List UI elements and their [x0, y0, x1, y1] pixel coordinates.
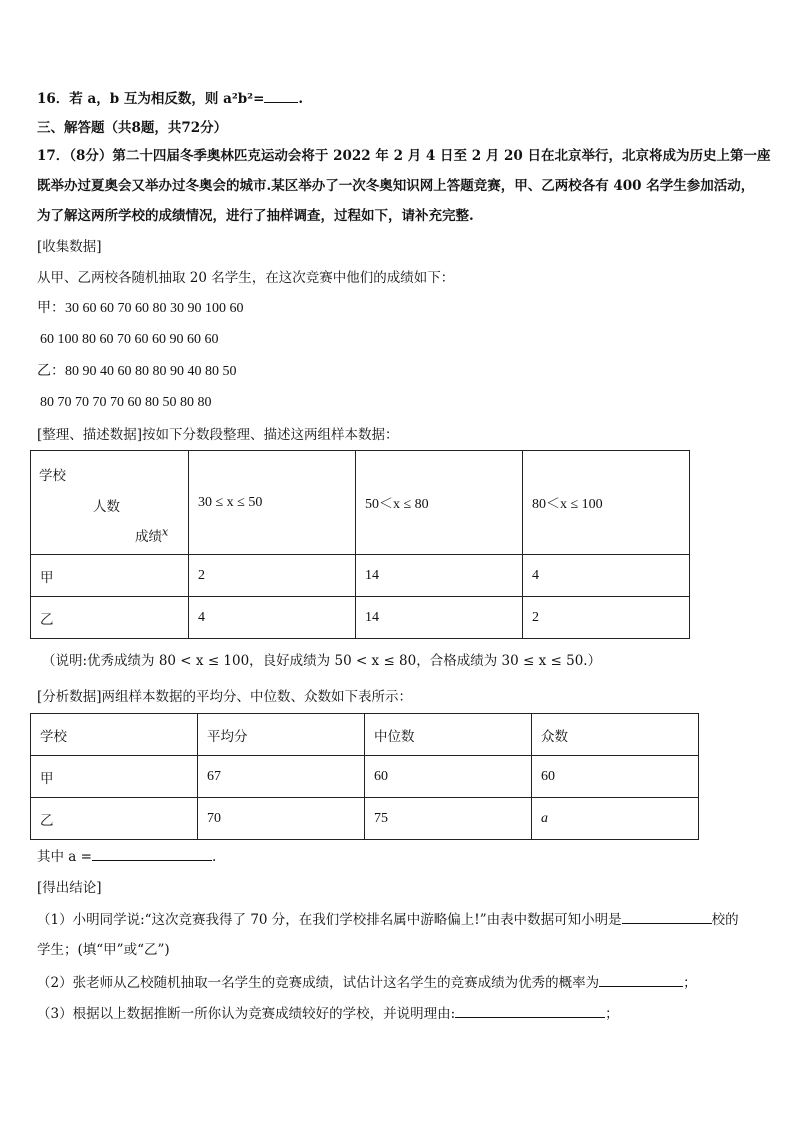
table-cell: 14 [356, 597, 523, 639]
row-school: 乙 [31, 597, 189, 639]
table-cell: 乙 [31, 798, 198, 840]
corner-cell [31, 451, 189, 555]
table-cell: 60 [365, 756, 532, 798]
question-16-tail: . [298, 91, 304, 107]
table-cell: 4 [189, 597, 356, 639]
corner-var: x [162, 525, 169, 539]
table-row [31, 798, 699, 840]
table-header-row [31, 451, 690, 555]
jia-scores-line-1: 甲：30 60 60 70 60 80 30 90 100 60 [37, 301, 244, 316]
answer-blank-c3[interactable] [455, 1003, 605, 1018]
table-cell: 67 [198, 756, 365, 798]
answer-blank-a[interactable] [92, 846, 212, 861]
conclusion-1-line-2: 学生；(填“甲”或“乙”) [37, 942, 170, 958]
conclusion-3-text: （3）根据以上数据推断一所你认为竞赛成绩较好的学校，并说明理由: [37, 1006, 456, 1022]
table-row [31, 756, 699, 798]
corner-score-text: 成绩 [135, 529, 162, 545]
header-cell: 中位数 [365, 714, 532, 756]
conclusion-2-text: （2）张老师从乙校随机抽取一名学生的竞赛成绩，试估计这名学生的竞赛成绩为优秀的概率为 [37, 975, 600, 991]
statistics-table [30, 713, 699, 840]
question-16-text: 16．若 a，b 互为相反数，则 a²b²= [37, 91, 265, 107]
answer-blank-c2[interactable] [599, 972, 683, 987]
grading-note: （说明:优秀成绩为 80 < x ≤ 100，良好成绩为 50 < x ≤ 80，合格成绩为 30 ≤ x ≤ 50.） [42, 653, 602, 669]
q17-line-1: 17．（8分）第二十四届冬季奥林匹克运动会将于 2022 年 2 月 4 日至 2 月 20 日在北京举行，北京将成为历史上第一座 [37, 148, 771, 164]
organize-heading: [整理、描述数据]按如下分数段整理、描述这两组样本数据： [37, 427, 399, 443]
conclusion-1-text: （1）小明同学说:“这次竞赛我得了 70 分，在我们学校排名属中游略偏上!”由表中数据可知小明是 [37, 912, 622, 928]
corner-score-label [135, 525, 168, 545]
yi-scores-line-1: 乙：80 90 40 60 80 80 90 40 80 50 [37, 364, 237, 379]
table-cell: 60 [532, 756, 699, 798]
header-cell: 80＜x ≤ 100 [523, 451, 690, 555]
yi-scores-line-2: 80 70 70 70 70 60 80 50 80 80 [40, 395, 212, 410]
collect-heading: [收集数据] [37, 239, 102, 255]
corner-count-label: 人数 [93, 499, 120, 515]
section-heading: 三、解答题（共8题，共72分） [37, 120, 228, 136]
q17-line-2: 既举办过夏奥会又举办过冬奥会的城市.某区举办了一次冬奥知识网上答题竞赛，甲、乙两校各有 400 名学生参加活动， [37, 178, 755, 194]
table-cell: 70 [198, 798, 365, 840]
where-a-text: 其中 a = [37, 849, 92, 865]
score-distribution-table [30, 450, 690, 639]
conclusion-3-tail: ； [605, 1006, 619, 1022]
table-cell: 4 [523, 555, 690, 597]
answer-blank-16[interactable] [264, 88, 298, 103]
table-cell: a [532, 798, 699, 840]
table-row [31, 597, 690, 639]
table-header-row [31, 714, 699, 756]
row-school: 甲 [31, 555, 189, 597]
where-a-tail: . [211, 849, 217, 865]
table-cell: 甲 [31, 756, 198, 798]
conclusion-1-tail: 校的 [711, 912, 739, 928]
where-a-line [37, 846, 216, 867]
conclude-heading: [得出结论] [37, 880, 102, 896]
header-cell: 平均分 [198, 714, 365, 756]
answer-blank-c1[interactable] [622, 909, 712, 924]
header-cell: 50＜x ≤ 80 [356, 451, 523, 555]
header-cell: 众数 [532, 714, 699, 756]
conclusion-3 [37, 1003, 619, 1024]
collect-intro: 从甲、乙两校各随机抽取 20 名学生，在这次竞赛中他们的成绩如下： [37, 270, 455, 286]
question-16 [37, 88, 303, 109]
conclusion-2-tail: ； [683, 975, 697, 991]
table-row [31, 555, 690, 597]
jia-scores-line-2: 60 100 80 60 70 60 60 90 60 60 [40, 332, 219, 347]
table-cell: 14 [356, 555, 523, 597]
corner-school-label: 学校 [39, 468, 66, 484]
table-cell: 2 [523, 597, 690, 639]
header-cell: 学校 [31, 714, 198, 756]
conclusion-1-line-1 [37, 909, 739, 930]
header-cell: 30 ≤ x ≤ 50 [189, 451, 356, 555]
table-cell: 2 [189, 555, 356, 597]
conclusion-2 [37, 972, 697, 993]
table-cell: 75 [365, 798, 532, 840]
q17-line-3: 为了解这两所学校的成绩情况，进行了抽样调查，过程如下，请补充完整. [37, 208, 474, 224]
analyze-heading: [分析数据]两组样本数据的平均分、中位数、众数如下表所示： [37, 689, 413, 705]
